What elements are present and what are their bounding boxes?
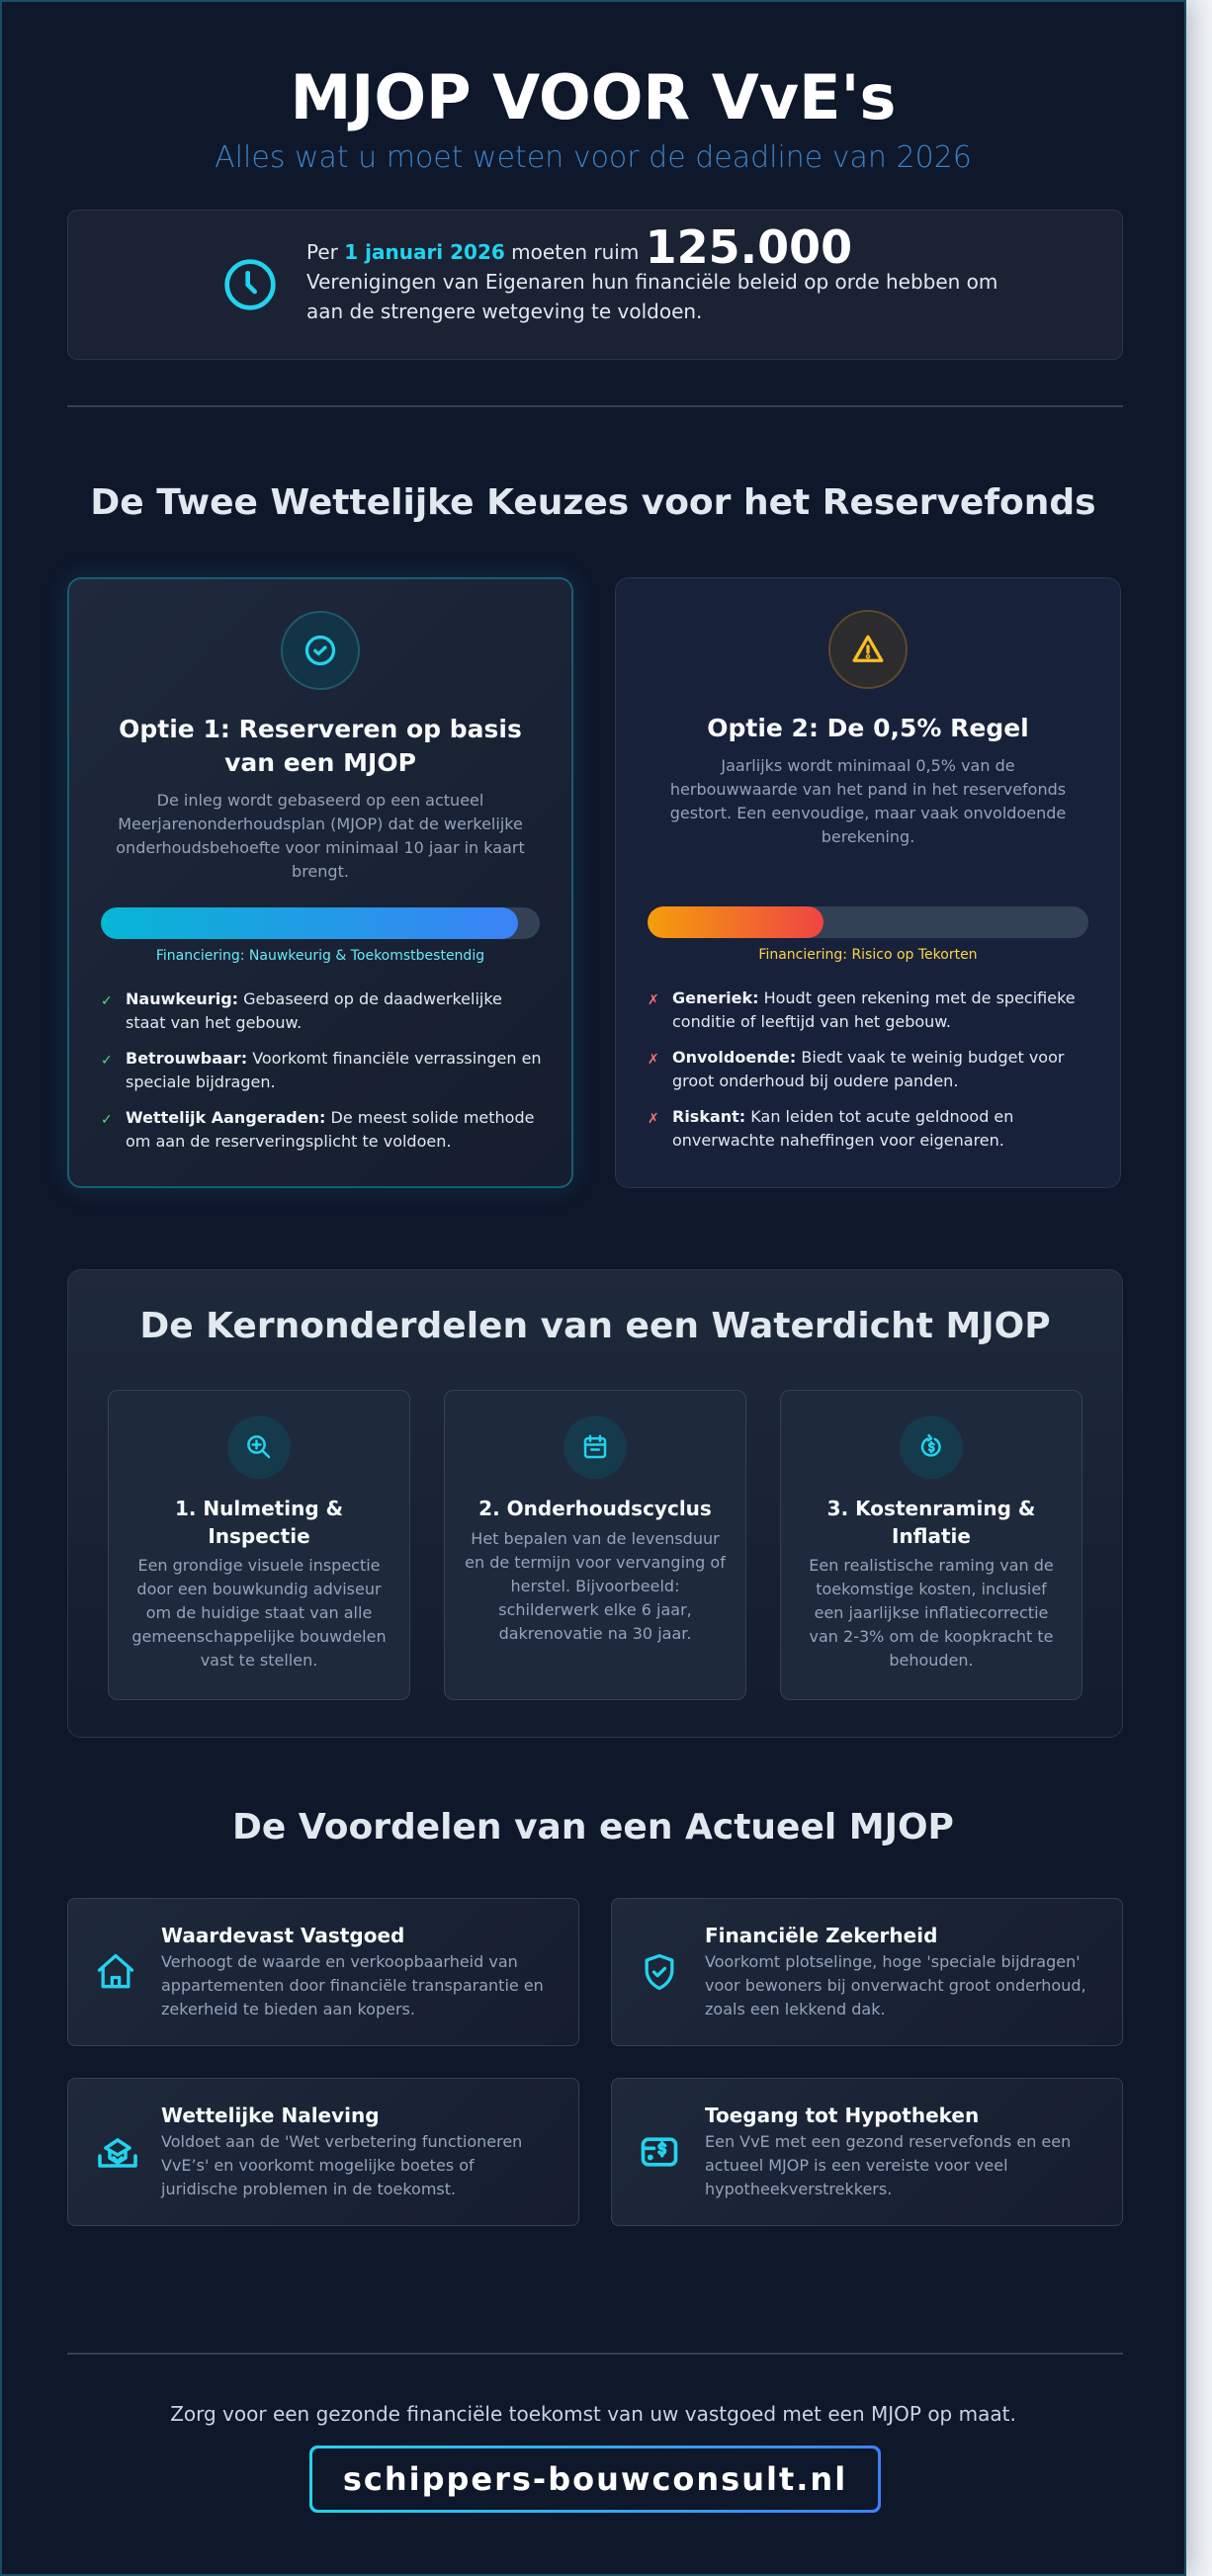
option-card-half-percent [615, 577, 1121, 1188]
funding-bar-fill [101, 907, 518, 939]
funding-bar-fill [648, 906, 823, 938]
benefit-title: Toegang tot Hypotheken [705, 2104, 980, 2127]
x-mark-icon: ✗ [648, 992, 659, 1008]
clock-icon [222, 257, 278, 312]
benefit-title: Waardevast Vastgoed [161, 1924, 405, 1947]
calendar-icon [563, 1416, 627, 1479]
benefit-card-security [611, 1898, 1123, 2046]
core-components-section [67, 1269, 1123, 1738]
benefit-card-value [67, 1898, 579, 2046]
shield-check-icon [638, 1950, 681, 1994]
option-card-mjop [67, 577, 573, 1188]
benefit-description: Voldoet aan de 'Wet verbetering functioneren VvE’s' en voorkomt mogelijke boetes of juridische problemen in de toekomst. [161, 2132, 523, 2198]
deadline-text [306, 220, 998, 326]
divider [67, 405, 1123, 407]
check-mark-icon: ✓ [101, 1053, 113, 1069]
benefit-card-compliance [67, 2078, 579, 2226]
benefit-description: Een VvE met een gezond reservefonds en een actueel MJOP is een vereiste voor veel hypotheekverstrekkers. [705, 2132, 1072, 2198]
core-card-title: 2. Onderhoudscyclus [478, 1497, 712, 1520]
deadline-date: 1 januari 2026 [344, 240, 505, 264]
option-description: Jaarlijks wordt minimaal 0,5% van de herbouwwaarde van het pand in het reservefonds gestort. Een eenvoudige, maar vaak onvoldoende berekening. [669, 756, 1067, 846]
option-title: Optie 2: De 0,5% Regel [707, 714, 1029, 742]
warning-triangle-icon [828, 610, 908, 689]
benefits-section-title: De Voordelen van een Actueel MJOP [232, 1807, 954, 1847]
list-item: ✗ Onvoldoende: Biedt vaak te weinig budget voor groot onderhoud bij oudere panden. [648, 1048, 1065, 1090]
deadline-prefix: Per [306, 240, 338, 264]
benefit-title: Financiële Zekerheid [705, 1924, 938, 1947]
option-description: De inleg wordt gebaseerd op een actueel Meerjarenonderhoudsplan (MJOP) dat de werkelijke onderhoudsbehoefte voor minimaal 10 jaar in kaart brengt. [116, 791, 525, 881]
funding-bar [101, 907, 540, 939]
cons-list [648, 987, 1092, 1164]
check-mark-icon: ✓ [101, 993, 113, 1009]
page-title: MJOP VOOR VvE's [290, 61, 897, 133]
x-mark-icon: ✗ [648, 1111, 659, 1127]
core-card-cycle [444, 1390, 746, 1700]
core-card-inspection [108, 1390, 410, 1700]
vve-count: 125.000 [645, 220, 853, 274]
x-mark-icon: ✗ [648, 1052, 659, 1068]
option-title: Optie 1: Reserveren op basis van een MJOP [119, 715, 522, 777]
options-section-title: De Twee Wettelijke Keuzes voor het Reservefonds [90, 482, 1096, 523]
funding-bar-label: Financiering: Risico op Tekorten [758, 947, 978, 963]
page-subtitle: Alles wat u moet weten voor de deadline van 2026 [215, 140, 972, 175]
divider [67, 2353, 1123, 2355]
list-item: ✓ Nauwkeurig: Gebaseerd op de daadwerkelijke staat van het gebouw. [101, 989, 502, 1032]
deadline-middle: moeten ruim [511, 240, 640, 264]
deadline-callout [67, 210, 1123, 360]
footer-tagline: Zorg voor een gezonde financiële toekomst van uw vastgoed met een MJOP op maat. [170, 2402, 1016, 2426]
website-link[interactable] [309, 2446, 881, 2513]
funding-bar [648, 906, 1088, 938]
deadline-rest: Verenigingen van Eigenaren hun financiële beleid op orde hebben om aan de strengere wetgeving te voldoen. [306, 270, 998, 323]
core-card-description: Een grondige visuele inspectie door een bouwkundig adviseur om de huidige staat van alle gemeenschappelijke bouwdelen vast te stellen. [131, 1556, 387, 1670]
funding-bar-label: Financiering: Nauwkeurig & Toekomstbestendig [155, 948, 485, 964]
benefit-card-mortgage [611, 2078, 1123, 2226]
zoom-in-icon [227, 1416, 291, 1479]
core-section-title: De Kernonderdelen van een Waterdicht MJOP [139, 1306, 1051, 1346]
core-card-title: 1. Nulmeting & Inspectie [174, 1497, 344, 1548]
money-cycle-icon [900, 1416, 963, 1479]
core-card-title: 3. Kostenraming & Inflatie [826, 1497, 1036, 1548]
law-compliance-icon [94, 2130, 137, 2174]
website-link-label: schippers-bouwconsult.nl [312, 2448, 878, 2510]
mortgage-money-icon [638, 2130, 681, 2174]
home-icon [94, 1950, 137, 1994]
benefit-description: Verhoogt de waarde en verkoopbaarheid van appartementen door financiële transparantie en zekerheid te bieden aan kopers. [161, 1952, 544, 2018]
core-card-description: Een realistische raming van de toekomstige kosten, inclusief een jaarlijkse inflatiecorrectie van 2-3% om de koopkracht te behouden. [809, 1556, 1054, 1670]
core-card-costs [780, 1390, 1082, 1700]
core-card-description: Het bepalen van de levensduur en de termijn voor vervanging of herstel. Bijvoorbeeld: schilderwerk elke 6 jaar, dakrenovatie na 30 jaar. [465, 1529, 726, 1643]
list-item: ✓ Wettelijk Aangeraden: De meest solide methode om aan de reserveringsplicht te voldoen. [101, 1108, 535, 1151]
check-circle-icon [281, 611, 360, 690]
benefit-title: Wettelijke Naleving [161, 2104, 380, 2127]
list-item: ✗ Riskant: Kan leiden tot acute geldnood en onverwachte naheffingen voor eigenaren. [648, 1107, 1014, 1150]
benefit-description: Voorkomt plotselinge, hoge 'speciale bijdragen' voor bewoners bij onverwacht groot onderhoud, zoals een lekkend dak. [705, 1952, 1086, 2018]
list-item: ✗ Generiek: Houdt geen rekening met de specifieke conditie of leeftijd van het gebouw. [648, 988, 1076, 1031]
pros-list [101, 987, 544, 1165]
list-item: ✓ Betrouwbaar: Voorkomt financiële verrassingen en speciale bijdragen. [101, 1049, 542, 1091]
check-mark-icon: ✓ [101, 1112, 113, 1128]
